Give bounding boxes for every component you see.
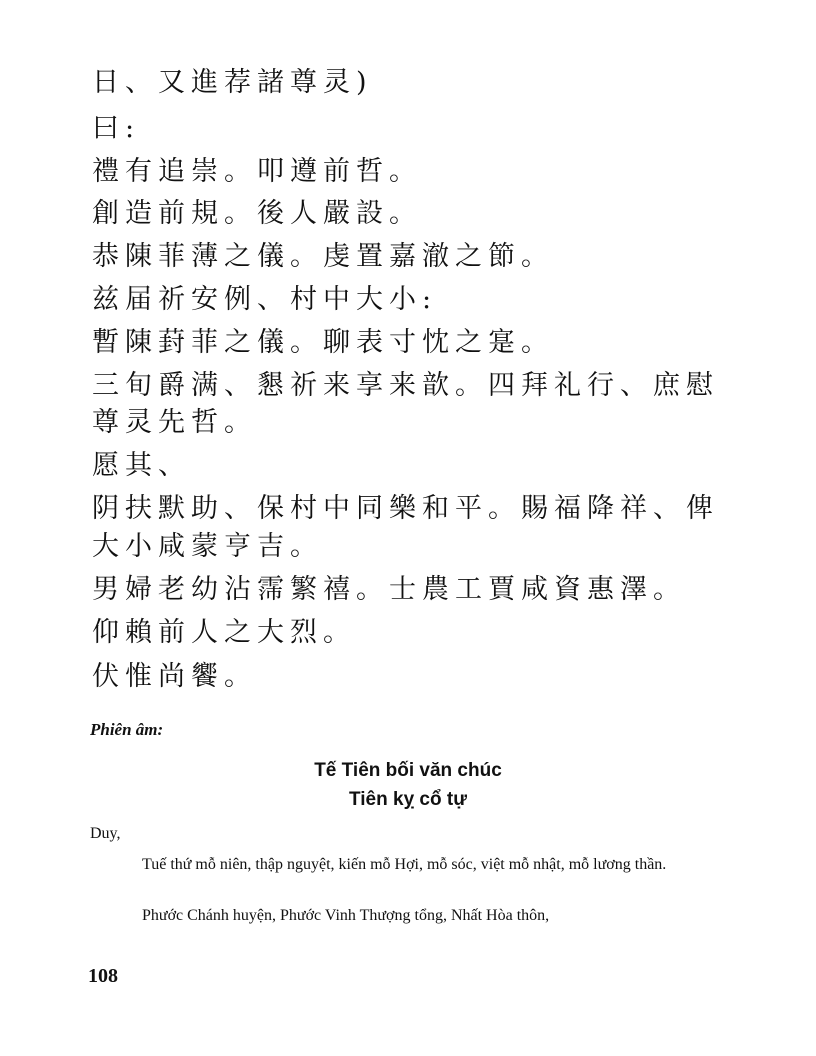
han-line-10: 愿其、 [92, 450, 191, 481]
han-line-12: 大小咸蒙亨吉。 [92, 531, 323, 562]
han-line-8: 三旬爵满、懇祈来享来歆。四拜礼行、庶慰 [92, 370, 719, 401]
paragraph-2: Phước Chánh huyện, Phước Vinh Thượng tổng, Nhất Hòa thôn, [142, 907, 550, 924]
paragraph-1: Tuế thứ mỗ niên, thập nguyệt, kiến mỗ Hợi, mỗ sóc, việt mỗ nhật, mỗ lương thần. [142, 856, 667, 873]
han-line-6: 兹届祈安例、村中大小: [92, 284, 438, 315]
han-line-2: 曰: [92, 113, 141, 144]
han-line-14: 仰賴前人之大烈。 [92, 617, 356, 648]
han-line-3: 禮有追崇。叩遵前哲。 [92, 156, 422, 187]
han-line-7: 暫陳葑菲之儀。聊表寸忱之寔。 [92, 327, 554, 358]
han-line-9: 尊灵先哲。 [92, 407, 257, 438]
han-line-13: 男婦老幼沾霈繁禧。士農工賈咸資惠澤。 [92, 574, 686, 605]
han-line-1: 日、又進荐諸尊灵) [92, 67, 373, 98]
han-line-11: 阴扶默助、保村中同樂和平。賜福降祥、俾 [92, 493, 719, 524]
section-label: Phiên âm: [90, 720, 164, 739]
title-line-1: Tế Tiên bối văn chúc [314, 760, 502, 781]
page-number: 108 [88, 965, 118, 987]
title-line-2: Tiên kỵ cổ tự [349, 789, 467, 810]
salutation: Duy, [90, 825, 121, 842]
han-line-5: 恭陳菲薄之儀。虔置嘉澈之節。 [92, 241, 554, 272]
han-line-15: 伏惟尚饗。 [92, 661, 257, 692]
han-line-4: 創造前規。後人嚴設。 [92, 198, 422, 229]
